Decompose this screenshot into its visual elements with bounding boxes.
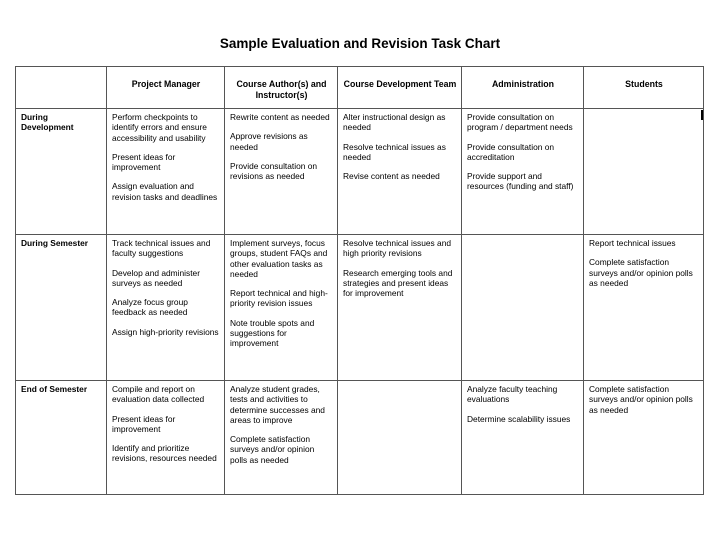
page-title: Sample Evaluation and Revision Task Chart [219, 36, 501, 51]
column-header-project-manager: Project Manager [107, 67, 225, 109]
task-item: Assign evaluation and revision tasks and deadlines [112, 181, 218, 202]
task-item: Implement surveys, focus groups, student FAQs and other evaluation tasks as needed [230, 238, 328, 279]
task-item: Rewrite content as needed [230, 112, 330, 122]
cell-course-author [225, 109, 338, 235]
cell-course-development-team [338, 381, 462, 495]
task-item: Report technical issues [589, 238, 676, 248]
task-item: Provide consultation on accreditation [467, 141, 555, 162]
task-item: Resolve technical issues and high priority revisions [343, 238, 452, 259]
cell-course-development-team [338, 235, 462, 381]
column-header-course-development-team: Course Development Team [338, 67, 462, 109]
task-item: Research emerging tools and strategies and present ideas for improvement [343, 267, 453, 299]
task-item: Perform checkpoints to identify errors and ensure accessibility and usability [112, 112, 207, 143]
task-item: Note trouble spots and suggestions for improvement [230, 317, 315, 349]
task-item: Provide consultation on program / department needs [467, 112, 573, 133]
table-row [16, 235, 704, 381]
task-item: Report technical and high-priority revision issues [230, 288, 328, 309]
table-row [16, 109, 704, 235]
task-item: Complete satisfaction surveys and/or opinion polls as needed [230, 434, 315, 465]
task-item: Analyze focus group feedback as needed [112, 297, 188, 318]
task-chart-table [15, 66, 704, 495]
task-item: Alter instructional design as needed [343, 112, 446, 133]
task-item: Resolve technical issues as needed [343, 141, 446, 162]
cell-administration [462, 235, 584, 381]
cell-course-development-team [338, 109, 462, 235]
column-header-administration: Administration [462, 67, 584, 109]
task-item: Approve revisions as needed [230, 131, 308, 152]
row-label: During Development [16, 109, 107, 235]
header-row [16, 67, 704, 109]
task-item: Present ideas for improvement [112, 151, 176, 173]
task-item: Determine scalability issues [467, 413, 571, 424]
task-item: Present ideas for improvement [112, 413, 176, 434]
row-label: End of Semester [16, 381, 107, 495]
task-item: Provide support and resources (funding and staff) [467, 171, 574, 192]
cell-students [584, 109, 704, 235]
task-item: Analyze faculty teaching evaluations [467, 384, 558, 405]
task-item: Compile and report on evaluation data collected [112, 384, 205, 405]
cell-project-manager [107, 381, 225, 495]
task-item: Track technical issues and faculty suggestions [112, 238, 211, 259]
cell-administration [462, 109, 584, 235]
column-header-course-author: Course Author(s) and Instructor(s) [225, 67, 338, 109]
cell-students [584, 381, 704, 495]
task-item: Assign high-priority revisions [112, 326, 219, 337]
task-item: Revise content as needed [343, 171, 440, 182]
task-item: Identify and prioritize revisions, resources needed [112, 443, 217, 464]
task-item: Develop and administer surveys as needed [112, 267, 200, 288]
cell-project-manager [107, 109, 225, 235]
task-item: Provide consultation on revisions as needed [230, 160, 318, 182]
cell-course-author [225, 235, 338, 381]
cell-administration [462, 381, 584, 495]
row-label: During Semester [16, 235, 107, 381]
cell-students [584, 235, 704, 381]
cell-project-manager [107, 235, 225, 381]
table-row [16, 381, 704, 495]
task-item: Complete satisfaction surveys and/or opinion polls as needed [589, 384, 693, 415]
cell-course-author [225, 381, 338, 495]
task-item: Analyze student grades, tests and activities to determine successes and areas to improve [230, 384, 325, 425]
column-header [16, 67, 107, 109]
task-item: Complete satisfaction surveys and/or opinion polls as needed [589, 257, 693, 288]
column-header-students: Students [584, 67, 704, 109]
